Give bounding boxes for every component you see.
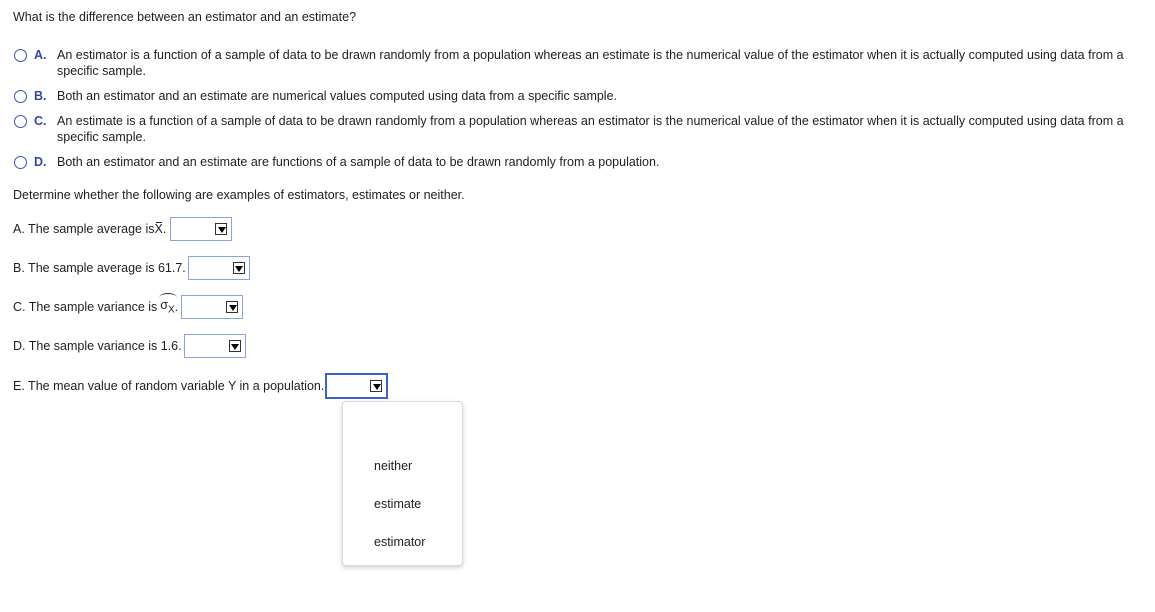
item-c-prefix: C. The sample variance is [13,300,158,314]
item-e [13,373,388,399]
option-d[interactable] [14,154,1144,170]
dropdown-arrow-icon[interactable] [233,262,245,274]
item-d [13,334,246,358]
option-b-letter: B. [34,89,47,103]
radio-button-b[interactable] [14,90,27,103]
option-a-text: An estimator is a function of a sample of data to be drawn randomly from a population whereas an estimate is the numerical value of the estimator when it is actually computed using data from a specific sample. [57,48,1124,78]
item-b-text: B. The sample average is 61.7. [13,261,186,275]
hat-accent-icon [159,293,177,302]
dropdown-arrow-icon[interactable] [226,301,238,313]
radio-button-a[interactable] [14,49,27,62]
option-b[interactable] [14,88,1144,104]
item-e-dropdown[interactable] [325,373,388,399]
option-b-text: Both an estimator and an estimate are numerical values computed using data from a specific sample. [57,89,618,103]
option-d-letter: D. [34,155,47,169]
menu-option-neither[interactable]: neither [374,459,413,473]
radio-button-c[interactable] [14,115,27,128]
option-a[interactable] [14,47,1144,79]
item-a-suffix: . [162,222,167,236]
item-e-text: E. The mean value of random variable Y in a population. [13,379,325,393]
option-c-text: An estimate is a function of a sample of data to be drawn randomly from a population whereas an estimator is the numerical value of the estimator when it is actually computed using data from a specific sample. [57,114,1124,144]
dropdown-arrow-icon[interactable] [370,380,382,392]
item-a-prefix: A. The sample average is [13,222,155,236]
item-a [13,217,232,241]
answer-options [14,47,1144,179]
dropdown-arrow-icon[interactable] [229,340,241,352]
item-b-dropdown[interactable] [188,256,250,280]
sigma-letter: σ [160,298,168,313]
x-bar-symbol: X [154,222,163,236]
item-c-suffix: . [174,300,179,314]
item-d-dropdown[interactable] [184,334,246,358]
dropdown-arrow-icon[interactable] [215,223,227,235]
menu-option-estimate[interactable]: estimate [374,497,422,511]
sigma-subscript: X [168,304,175,316]
item-c [13,295,243,319]
item-c-dropdown[interactable] [181,295,243,319]
option-d-text: Both an estimator and an estimate are functions of a sample of data to be drawn randomly from a population. [57,155,660,169]
option-c[interactable] [14,113,1144,145]
dropdown-menu [342,401,463,566]
question-text: What is the difference between an estimator and an estimate? [13,10,357,24]
sigma-hat-symbol [160,298,174,316]
option-c-letter: C. [34,114,47,128]
item-d-text: D. The sample variance is 1.6. [13,339,182,353]
item-a-dropdown[interactable] [170,217,232,241]
radio-button-d[interactable] [14,156,27,169]
instruction-text: Determine whether the following are examples of estimators, estimates or neither. [13,188,465,202]
option-a-letter: A. [34,48,47,62]
item-b [13,256,250,280]
menu-option-estimator[interactable]: estimator [374,535,426,549]
